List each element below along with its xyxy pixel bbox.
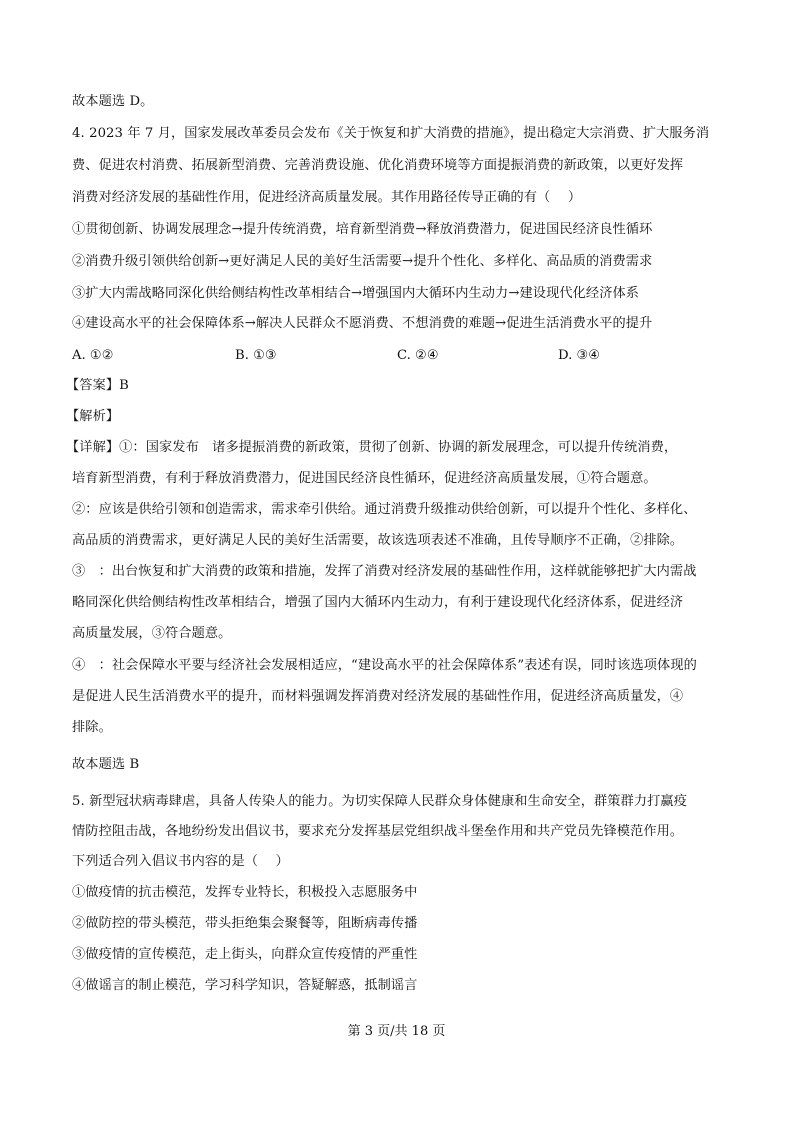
question-4-option-b: B. ①③ — [235, 348, 277, 363]
question-4-detail-line-10: 排除。 — [72, 720, 112, 735]
question-4-option-d: D. ③④ — [558, 348, 601, 363]
question-4-detail-line-5: ③ ：出台恢复和扩大消费的政策和措施，发挥了消费对经济发展的基础性作用，这样就能够把扩大内需战 — [72, 564, 697, 579]
question-4-option-a: A. ①② — [72, 348, 114, 363]
question-4-analysis-heading: 【解析】 — [66, 409, 120, 424]
question-4-detail-line-3: ②：应该是供给引领和创造需求，需求牵引供给。通过消费升级推动供给创新，可以提升个性化、多样化、 — [72, 502, 697, 517]
question-4-detail-line-4: 高品质的消费需求，更好满足人民的美好生活需要，故该选项表述不准确，且传导顺序不正确，②排除。 — [72, 533, 684, 548]
question-5-stem-line-2: 情防控阻击战，各地纷纷发出倡议书，要求充分发挥基层党组织战斗堡垒作用和共产党员先锋模范作用。 — [72, 824, 684, 839]
question-5-stem-line-3: 下列适合列入倡议书内容的是（ ） — [72, 854, 289, 869]
question-4-stem-line-1: 4. 2023 年 7 月，国家发展改革委员会发布《关于恢复和扩大消费的措施》，提出稳定大宗消费、扩大服务消 — [72, 126, 710, 141]
page-footer: 第 3 页/共 18 页 — [347, 1024, 446, 1039]
question-5-statement-1: ①做疫情的抗击模范，发挥专业特长，积极投入志愿服务中 — [72, 885, 418, 900]
question-4-detail-line-2: 培育新型消费，有利于释放消费潜力，促进国民经济良性循环，促进经济高质量发展，①符合题意。 — [72, 471, 657, 486]
question-4-statement-1: ①贯彻创新、协调发展理念→提升传统消费，培育新型消费→释放消费潜力，促进国民经济良性循环 — [72, 222, 653, 237]
question-4-statement-3: ③扩大内需战略同深化供给侧结构性改革相结合→增强国内大循环内生动力→建设现代化经济体系 — [72, 286, 640, 301]
question-5-stem-line-1: 5. 新型冠状病毒肆虐，具备人传染人的能力。为切实保障人民群众身体健康和生命安全，群策群力打赢疫 — [72, 794, 688, 809]
question-5-statement-2: ②做防控的带头模范，带头拒绝集会聚餐等，阻断病毒传播 — [72, 916, 418, 931]
question-4-detail-line-1: 【详解】①：国家发布 诸多提振消费的新政策，贯彻了创新、协调的新发展理念，可以提升传统消费， — [66, 440, 678, 455]
question-4-detail-line-9: 是促进人民生活消费水平的提升，而材料强调发挥消费对经济发展的基础性作用，促进经济高质量发，④ — [72, 689, 684, 704]
question-5-statement-4: ④做谣言的制止模范，学习科学知识，答疑解惑，抵制谣言 — [72, 978, 418, 993]
question-4-detail-line-8: ④ ：社会保障水平要与经济社会发展相适应，“建设高水平的社会保障体系”表述有误，同时该选项体现的 — [72, 658, 697, 673]
question-4-statement-4: ④建设高水平的社会保障体系→解决人民群众不愿消费、不想消费的难题→促进生活消费水平的提升 — [72, 316, 653, 331]
question-4-detail-line-6: 略同深化供给侧结构性改革相结合，增强了国内大循环内生动力，有利于建设现代化经济体系，促进经济 — [72, 595, 684, 610]
question-4-stem-line-3: 消费对经济发展的基础性作用，促进经济高质量发展。其作用路径传导正确的有（ ） — [72, 190, 582, 205]
question-4-statement-2: ②消费升级引领供给创新→更好满足人民的美好生活需要→提升个性化、多样化、高品质的消费需求 — [72, 254, 653, 269]
question-4-conclusion: 故本题选 B — [72, 757, 140, 772]
question-4-stem-line-2: 费、促进农村消费、拓展新型消费、完善消费设施、优化消费环境等方面提振消费的新政策，以更好发挥 — [72, 158, 684, 173]
answer-conclusion-prev: 故本题选 D。 — [72, 94, 154, 109]
question-4-option-c: C. ②④ — [397, 348, 439, 363]
question-4-detail-line-7: 高质量发展，③符合题意。 — [72, 626, 232, 641]
question-5-statement-3: ③做疫情的宣传模范，走上街头，向群众宣传疫情的严重性 — [72, 947, 418, 962]
question-4-answer: 【答案】B — [66, 378, 129, 393]
